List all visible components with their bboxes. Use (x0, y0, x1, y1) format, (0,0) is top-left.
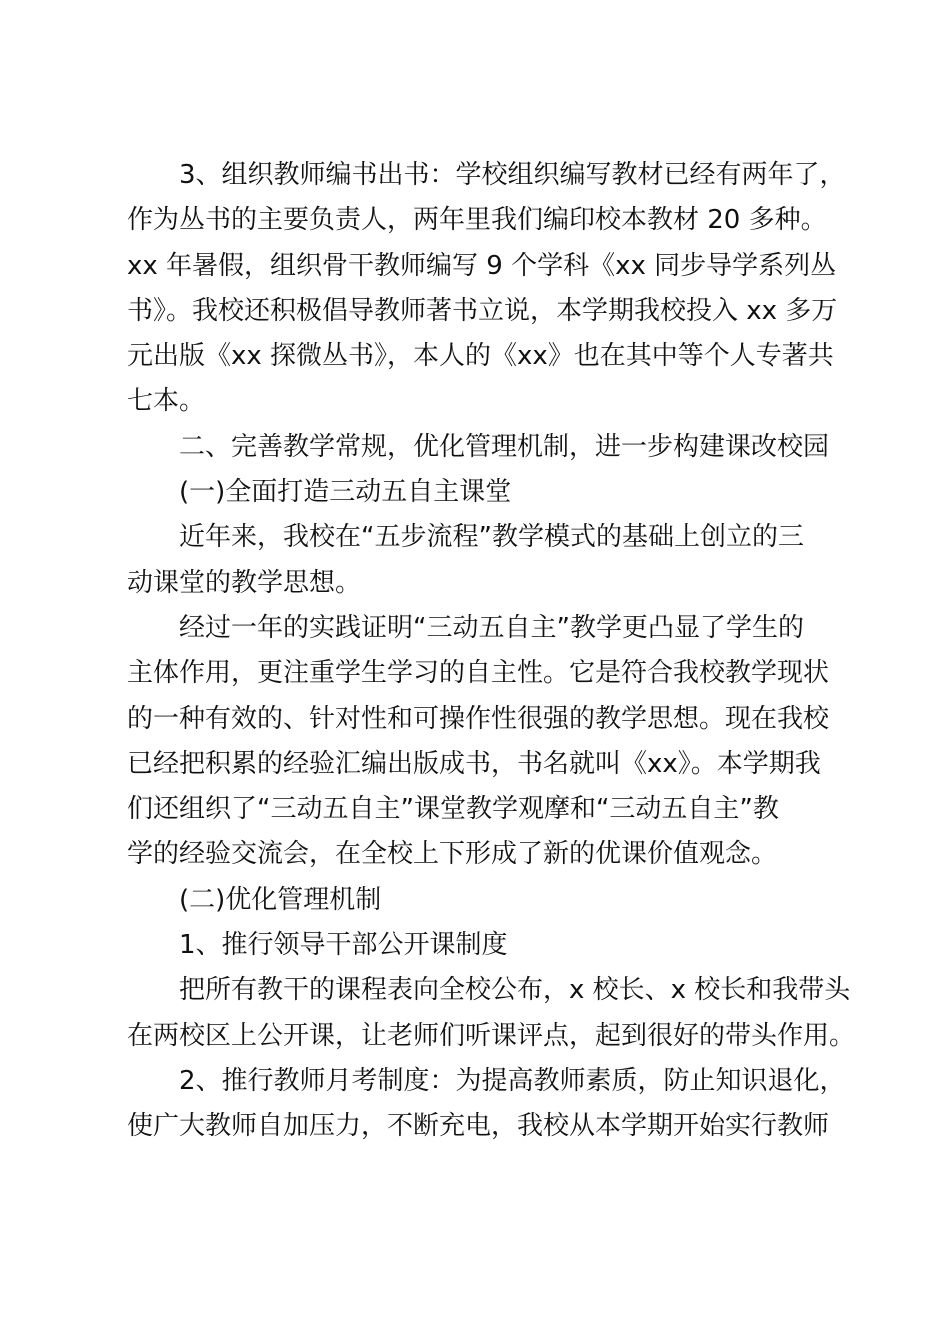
paragraph-monthly-exam (127, 1059, 846, 1150)
text-line: 元出版《xx 探微丛书》，本人的《xx》也在其中等个人专著共 (127, 341, 834, 372)
subsection-heading-1 (127, 470, 837, 515)
text-line: 作为丛书的主要负责人，两年里我们编印校本教材 20 多种。 (127, 205, 827, 236)
text-line: 经过一年的实践证明“三动五自主”教学更凸显了学生的 (179, 612, 804, 643)
text-line: (二)优化管理机制 (179, 884, 382, 915)
text-line: 们还组织了“三动五自主”课堂教学观摩和“三动五自主”教 (127, 794, 779, 825)
text-line: xx 年暑假，组织骨干教师编写 9 个学科《xx 同步导学系列丛 (127, 250, 837, 281)
text-line: 1、推行领导干部公开课制度 (179, 930, 508, 961)
text-line: 主体作用，更注重学生学习的自主性。它是符合我校教学现状 (127, 658, 830, 689)
text-line: 2、推行教师月考制度：为提高教师素质，防止知识退化， (179, 1065, 846, 1096)
text-line: 学的经验交流会，在全校上下形成了新的优课价值观念。 (127, 839, 778, 870)
subsection-heading-2 (127, 878, 837, 923)
text-line: 书》。我校还积极倡导教师著书立说，本学期我校投入 xx 多万 (127, 295, 838, 326)
text-line: 3、组织教师编书出书：学校组织编写教材已经有两年了， (179, 160, 846, 190)
document-body (127, 153, 856, 1150)
paragraph-recent-years (127, 515, 837, 606)
text-line: 的一种有效的、针对性和可操作性很强的教学思想。现在我校 (127, 703, 830, 734)
text-line: 使广大教师自加压力，不断充电，我校从本学期开始实行教师 (127, 1111, 830, 1142)
text-line: 近年来，我校在“五步流程”教学模式的基础上创立的三 (179, 522, 804, 553)
text-line: 把所有教干的课程表向全校公布，x 校长、x 校长和我带头 (179, 975, 851, 1006)
text-line: 在两校区上公开课，让老师们听课评点，起到很好的带头作用。 (127, 1020, 856, 1051)
text-line: (一)全面打造三动五自主课堂 (179, 477, 512, 508)
text-line: 已经把积累的经验汇编出版成书，书名就叫《xx》。本学期我 (127, 748, 821, 779)
paragraph-open-class (127, 968, 856, 1059)
section-heading-2 (127, 425, 837, 470)
text-line: 二、完善教学常规，优化管理机制，进一步构建课改校园 (179, 431, 830, 462)
paragraph-practice-proof (127, 606, 837, 878)
paragraph-compile-books (127, 153, 846, 425)
text-line: 动课堂的教学思想。 (127, 567, 362, 598)
text-line: 七本。 (127, 386, 206, 417)
item-heading-1 (127, 923, 837, 968)
